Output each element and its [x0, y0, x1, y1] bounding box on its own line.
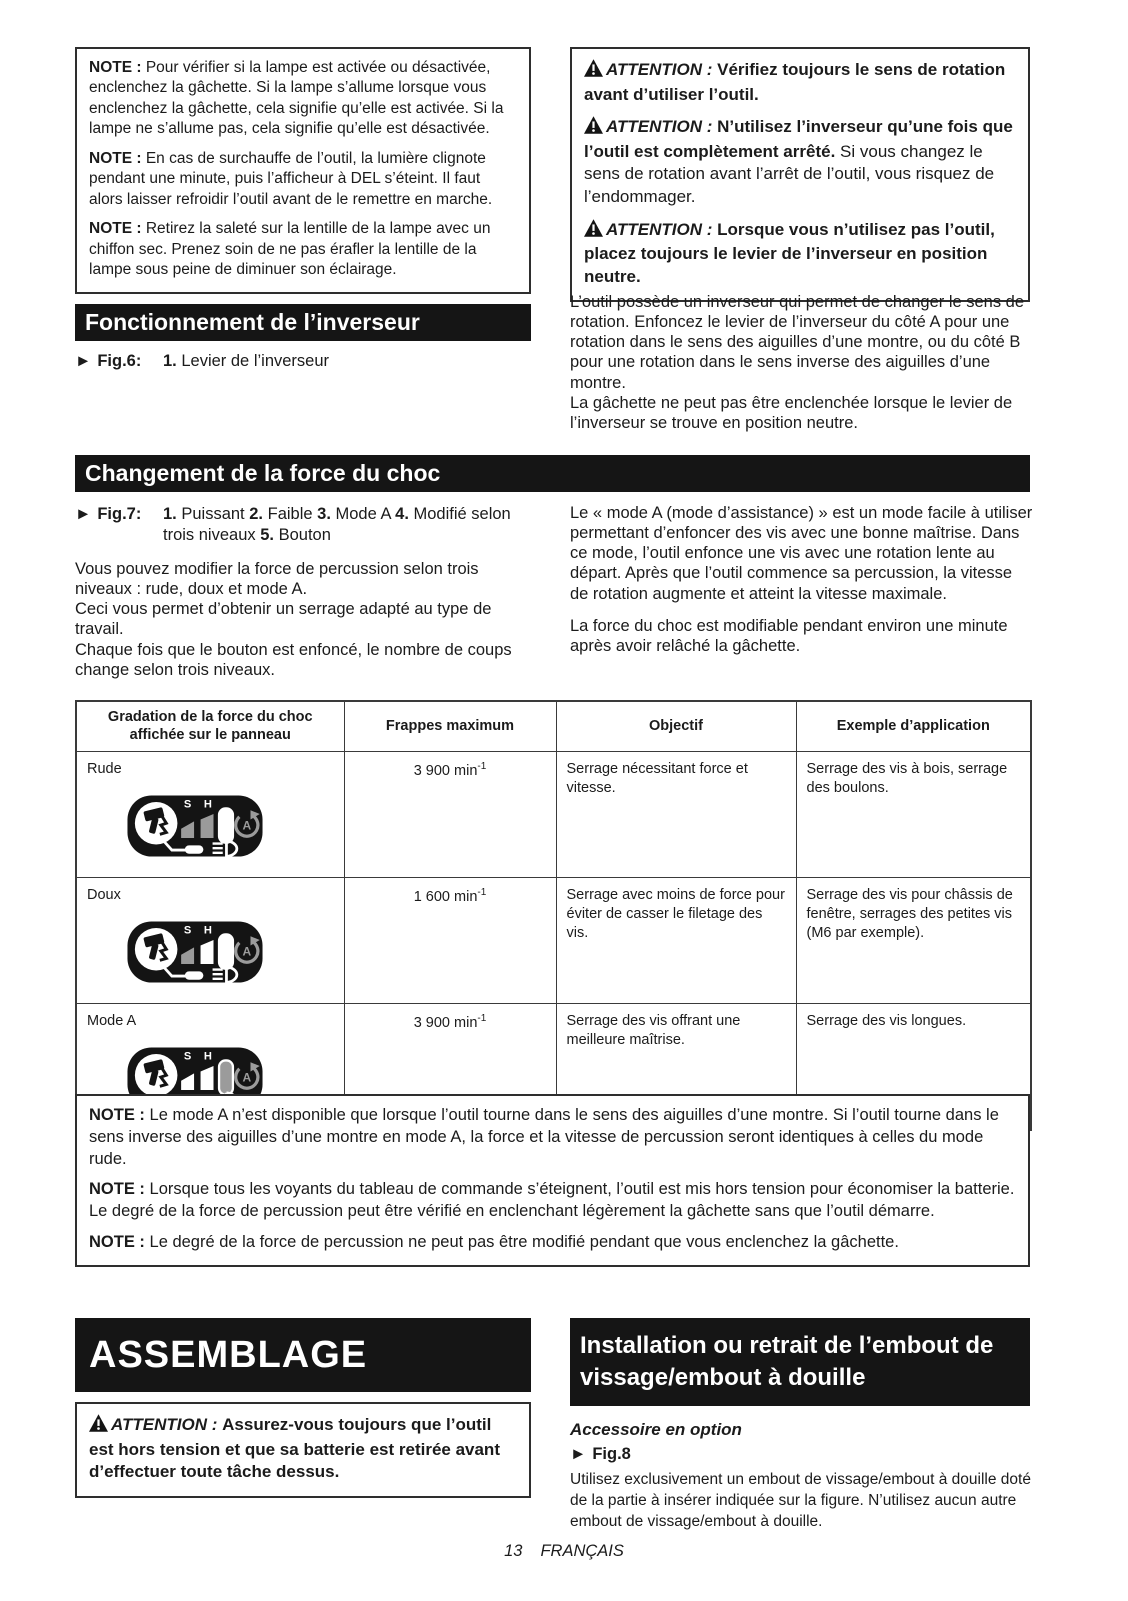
- fig-arrow-icon: ►: [570, 1445, 587, 1463]
- caution-label: ATTENTION :: [606, 219, 713, 239]
- figure-reference-6: [75, 351, 531, 372]
- svg-text:H: H: [203, 1050, 212, 1063]
- note-text: En cas de surchauffe de l’outil, la lumière clignote pendant une minute, puis l’afficheur à DEL s’éteint. Il faut alors laisser refroidir l’outil avant de le remettre en marche.: [89, 149, 493, 208]
- paragraph: Ceci vous permet d’obtenir un serrage adapté au type de travail.: [75, 600, 492, 639]
- figure-label: ► Fig.6:: [75, 352, 142, 370]
- superscript: -1: [477, 1013, 487, 1024]
- note-label: NOTE :: [89, 149, 142, 167]
- changement-left-paragraph: [75, 559, 537, 680]
- note-label: NOTE :: [89, 220, 142, 238]
- impact-panel-icon: [125, 915, 334, 995]
- optional-accessory-label: Accessoire en option: [570, 1420, 742, 1439]
- svg-text:H: H: [203, 798, 212, 811]
- section-header-installation: [570, 1318, 1030, 1406]
- table-row: [76, 877, 1031, 1003]
- column-header: Frappes maximum: [344, 701, 556, 751]
- installation-paragraph: Utilisez exclusivement un embout de vissage/embout à douille doté de la partie à insérer indiquée sur la figure. N’utilisez aucun autre embout de vissage/embout à douille.: [570, 1471, 1031, 1531]
- notes-box-mode-a: [75, 1094, 1030, 1267]
- svg-text:A: A: [242, 818, 252, 833]
- section-header-assemblage: [75, 1318, 531, 1392]
- warning-icon: [584, 116, 603, 141]
- paragraph: Le « mode A (mode d’assistance) » est un mode facile à utiliser permettant d’enfoncer des vis avec une bonne maîtrise. Dans ce mode, l’outil enfonce une vis avec une rotation lente au départ. Après que l’outil commence sa percussion, la vitesse de rotation augmente et atteint la vitesse maximale.: [570, 504, 1033, 603]
- page-number: 13: [504, 1542, 523, 1560]
- caution-item: [89, 1414, 517, 1484]
- section-header-changement: [75, 455, 1030, 492]
- objectif-cell: Serrage des vis offrant une meilleure maîtrise.: [556, 1004, 796, 1131]
- paragraph: L’outil possède un inverseur qui permet de changer le sens de rotation. Enfoncez le levier de l’inverseur du côté A pour une rotation dans le sens des aiguilles d’une montre, ou du côté B pour une rotation dans le sens inverse des aiguilles d’une montre.: [570, 293, 1025, 392]
- figure-label: ► Fig.7:: [75, 505, 142, 523]
- note-label: NOTE :: [89, 1180, 145, 1199]
- language-label: FRANÇAIS: [540, 1542, 624, 1560]
- note-text: Pour vérifier si la lampe est activée ou désactivée, enclenchez la gâchette. Si la lampe s’allume lorsque vous enclenchez la gâchette, cela signifie qu’elle est activée. Si la lampe ne s’allume pas, cela signifie qu’elle est désactivée.: [89, 59, 504, 138]
- impact-force-table: [75, 700, 1030, 1131]
- note-item: [89, 1105, 1016, 1170]
- caution-rest-text: Si vous changez le sens de rotation avant l’arrêt de l’outil, vous risquez de l’endommager.: [584, 141, 995, 207]
- section-header-inverseur: [75, 304, 531, 341]
- objectif-cell: Serrage nécessitant force et vitesse.: [556, 751, 796, 877]
- paragraph: La force du choc est modifiable pendant environ une minute après avoir relâché la gâchette.: [570, 616, 1008, 655]
- paragraph: Vous pouvez modifier la force de percussion selon trois niveaux : rude, doux et mode A.: [75, 560, 479, 599]
- note-text: Le mode A n’est disponible que lorsque l’outil tourne dans le sens des aiguilles d’une montre. Si l’outil tourne dans le sens inverse des aiguilles d’une montre en mode A, la force et la vitesse de percussion seront identiques à celles du mode rude.: [89, 1106, 999, 1168]
- warning-icon: [584, 59, 603, 84]
- impact-panel-icon: [125, 789, 334, 869]
- paragraph: La gâchette ne peut pas être enclenchée lorsque le levier de l’inverseur se trouve en position neutre.: [570, 393, 1013, 432]
- grade-label: Doux: [87, 886, 121, 903]
- exemple-cell: Serrage des vis longues.: [796, 1004, 1031, 1131]
- svg-text:H: H: [203, 924, 212, 937]
- warning-icon: [584, 219, 603, 244]
- paragraph: Chaque fois que le bouton est enfoncé, le nombre de coups change selon trois niveaux.: [75, 640, 512, 679]
- exemple-cell: Serrage des vis pour châssis de fenêtre, serrages des petites vis (M6 par exemple).: [796, 877, 1031, 1003]
- caution-bold-text: Assurez-vous toujours que l’outil est hors tension et que sa batterie est retirée avant d’effectuer toute tâche dessus.: [89, 1415, 500, 1482]
- superscript: -1: [477, 760, 487, 772]
- warning-icon: [89, 1414, 108, 1439]
- table-header-row: [76, 701, 1031, 751]
- grade-label: Rude: [87, 760, 122, 777]
- caution-label: ATTENTION :: [111, 1415, 218, 1434]
- frappes-cell: 3 900 $\min^{-1}$: [344, 1004, 556, 1131]
- svg-text:A: A: [242, 1070, 252, 1085]
- inverseur-paragraph: [570, 292, 1034, 433]
- section-title: Fonctionnement de l’inverseur: [85, 309, 420, 335]
- caution-item: [584, 59, 1016, 106]
- figure-caption: 1. Puissant 2. Faible 3. Mode A 4. Modifié selon trois niveaux 5. Bouton: [163, 505, 511, 545]
- column-header: Gradation de la force du choc affichée sur le panneau: [76, 701, 344, 751]
- notes-box-lamp: [75, 47, 531, 294]
- section-title: Installation ou retrait de l’embout de vissage/embout à douille: [580, 1332, 994, 1391]
- section-title: Changement de la force du choc: [85, 460, 441, 486]
- note-label: NOTE :: [89, 1106, 145, 1124]
- caution-item: [584, 116, 1016, 208]
- caution-bold-text: Lorsque vous n’utilisez pas l’outil, placez toujours le levier de l’inverseur en position neutre.: [584, 219, 995, 286]
- section-title: ASSEMBLAGE: [89, 1333, 368, 1376]
- note-text: Le degré de la force de percussion ne peut pas être modifié pendant que vous enclenchez la gâchette.: [149, 1232, 899, 1251]
- frappes-cell: 1 600 $\min^{-1}$: [344, 877, 556, 1003]
- caution-bold-text: Vérifiez toujours le sens de rotation avant d’utiliser l’outil.: [584, 60, 1006, 104]
- page-footer: [0, 1542, 1128, 1561]
- svg-text:A: A: [242, 944, 252, 959]
- note-text: Retirez la saleté sur la lentille de la lampe avec un chiffon sec. Prenez soin de ne pas érafler la lentille de la lampe sous peine de diminuer son éclairage.: [89, 220, 491, 279]
- superscript: -1: [477, 886, 487, 898]
- grade-label: Mode A: [87, 1013, 137, 1029]
- fig-arrow-icon: ►: [75, 352, 92, 370]
- figure-reference-8: [570, 1444, 658, 1465]
- note-item: [89, 219, 517, 280]
- svg-text:S: S: [183, 1050, 192, 1063]
- cautions-box-inverseur: [570, 47, 1030, 302]
- note-item: [89, 1179, 1016, 1223]
- note-text: Lorsque tous les voyants du tableau de commande s’éteignent, l’outil est mis hors tension pour économiser la batterie. Le degré de la force de percussion peut être vérifié en enclenchant légèrement la gâchette sans que l’outil démarre.: [89, 1180, 1015, 1221]
- caution-box-assemblage: [75, 1402, 531, 1498]
- note-item: [89, 58, 517, 140]
- svg-text:S: S: [183, 798, 192, 811]
- note-label: NOTE :: [89, 1232, 145, 1251]
- frappes-cell: 3 900 $\min^{-1}$: [344, 751, 556, 877]
- caution-bold-text: N’utilisez l’inverseur qu’une fois que l’outil est complètement arrêté.: [584, 117, 1013, 161]
- note-item: [89, 149, 517, 210]
- note-item: [89, 1232, 1016, 1254]
- objectif-cell: Serrage avec moins de force pour éviter de casser le filetage des vis.: [556, 877, 796, 1003]
- figure-caption: 1. Levier de l’inverseur: [163, 352, 330, 370]
- caution-label: ATTENTION :: [606, 117, 713, 137]
- figure-reference-7: [75, 504, 531, 547]
- figure-label: ► Fig.8: [570, 1445, 631, 1463]
- svg-text:S: S: [183, 924, 192, 937]
- column-header: Objectif: [556, 701, 796, 751]
- caution-label: ATTENTION :: [606, 60, 713, 79]
- table-row: [76, 751, 1031, 877]
- note-label: NOTE :: [89, 59, 142, 76]
- caution-item: [584, 219, 1016, 289]
- changement-right-paragraph: [570, 503, 1034, 656]
- fig-arrow-icon: ►: [75, 505, 92, 523]
- exemple-cell: Serrage des vis à bois, serrage des boulons.: [796, 751, 1031, 877]
- column-header: Exemple d’application: [796, 701, 1031, 751]
